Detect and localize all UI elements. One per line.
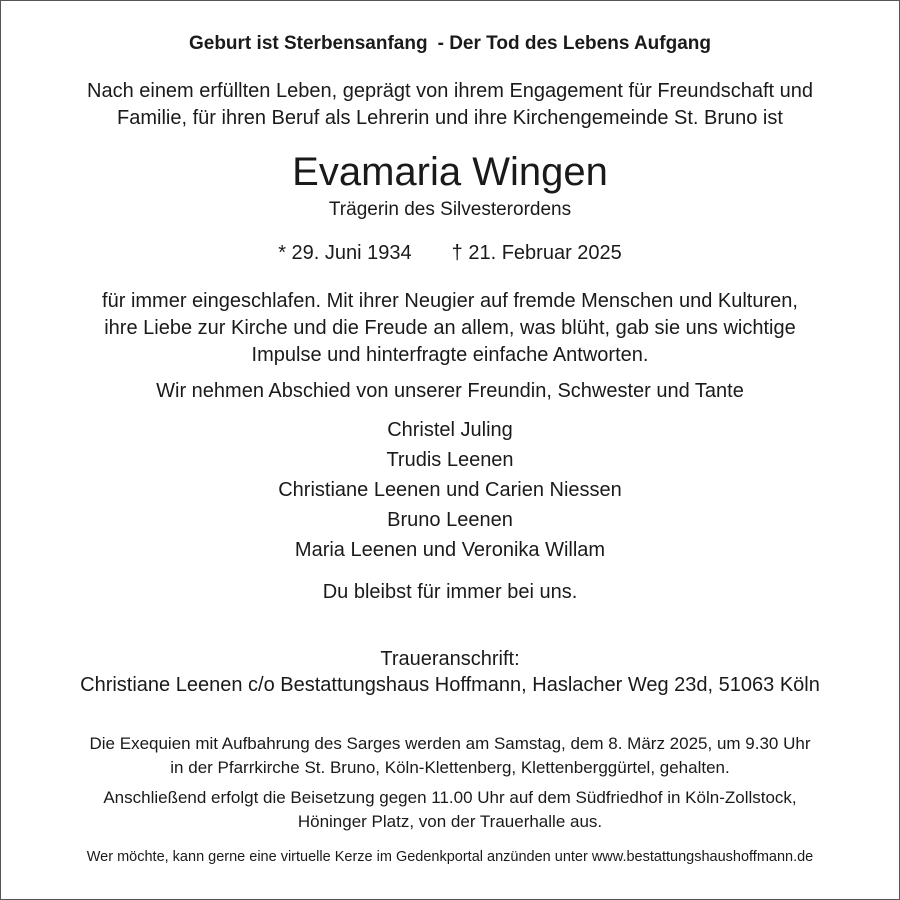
motto <box>1 33 899 55</box>
mourner-name: Trudis Leenen <box>386 449 514 471</box>
main-text-line: Impulse und hinterfragte einfache Antworten. <box>251 344 649 366</box>
memorial-portal-note: Wer möchte, kann gerne eine virtuelle Kerze im Gedenkportal anzünden unter www.bestattungshaushoffmann.de <box>86 849 814 865</box>
service-line: in der Pfarrkirche St. Bruno, Köln-Klettenberg, Klettenberggürtel, gehalten. <box>170 758 730 777</box>
mourning-address: Christiane Leenen c/o Bestattungshaus Hoffmann, Haslacher Weg 23d, 51063 Köln <box>80 674 820 696</box>
mourner-name: Christel Juling <box>387 419 513 441</box>
intro-line: Familie, für ihren Beruf als Lehrerin und ihre Kirchengemeinde St. Bruno ist <box>117 107 783 129</box>
motto-part-2: - Der Tod des Lebens Aufgang <box>437 33 711 54</box>
main-text <box>1 288 899 369</box>
order-honor: Trägerin des Silvesterordens <box>328 199 572 220</box>
service-line: Die Exequien mit Aufbahrung des Sarges werden am Samstag, dem 8. März 2025, um 9.30 Uhr <box>89 734 811 753</box>
deceased-name: Evamaria Wingen <box>292 150 608 194</box>
main-text-line: ihre Liebe zur Kirche und die Freude an allem, was blüht, gab sie uns wichtige <box>104 317 796 339</box>
intro-line: Nach einem erfüllten Leben, geprägt von ihrem Engagement für Freundschaft und <box>87 80 813 102</box>
birth-date: * 29. Juni 1934 <box>278 242 412 264</box>
death-date: † 21. Februar 2025 <box>451 242 622 264</box>
closing-text: Du bleibst für immer bei uns. <box>322 581 578 603</box>
mourner-name: Christiane Leenen und Carien Niessen <box>278 479 622 501</box>
burial-line: Höninger Platz, von der Trauerhalle aus. <box>297 812 603 831</box>
mourner-name: Bruno Leenen <box>387 509 513 531</box>
burial-line: Anschließend erfolgt die Beisetzung gegen 11.00 Uhr auf dem Südfriedhof in Köln-Zollstock, <box>103 788 797 807</box>
intro-text <box>1 78 899 132</box>
service-info <box>1 732 899 780</box>
mourner-name: Maria Leenen und Veronika Willam <box>294 539 606 561</box>
motto-part-1: Geburt ist Sterbensanfang <box>188 33 428 54</box>
main-text-line: für immer eingeschlafen. Mit ihrer Neugier auf fremde Menschen und Kulturen, <box>102 290 798 312</box>
mourners-list <box>1 415 899 565</box>
life-dates <box>1 242 899 265</box>
farewell-text: Wir nehmen Abschied von unserer Freundin, Schwester und Tante <box>156 380 744 402</box>
address-label: Traueranschrift: <box>380 648 520 670</box>
burial-info <box>1 786 899 834</box>
